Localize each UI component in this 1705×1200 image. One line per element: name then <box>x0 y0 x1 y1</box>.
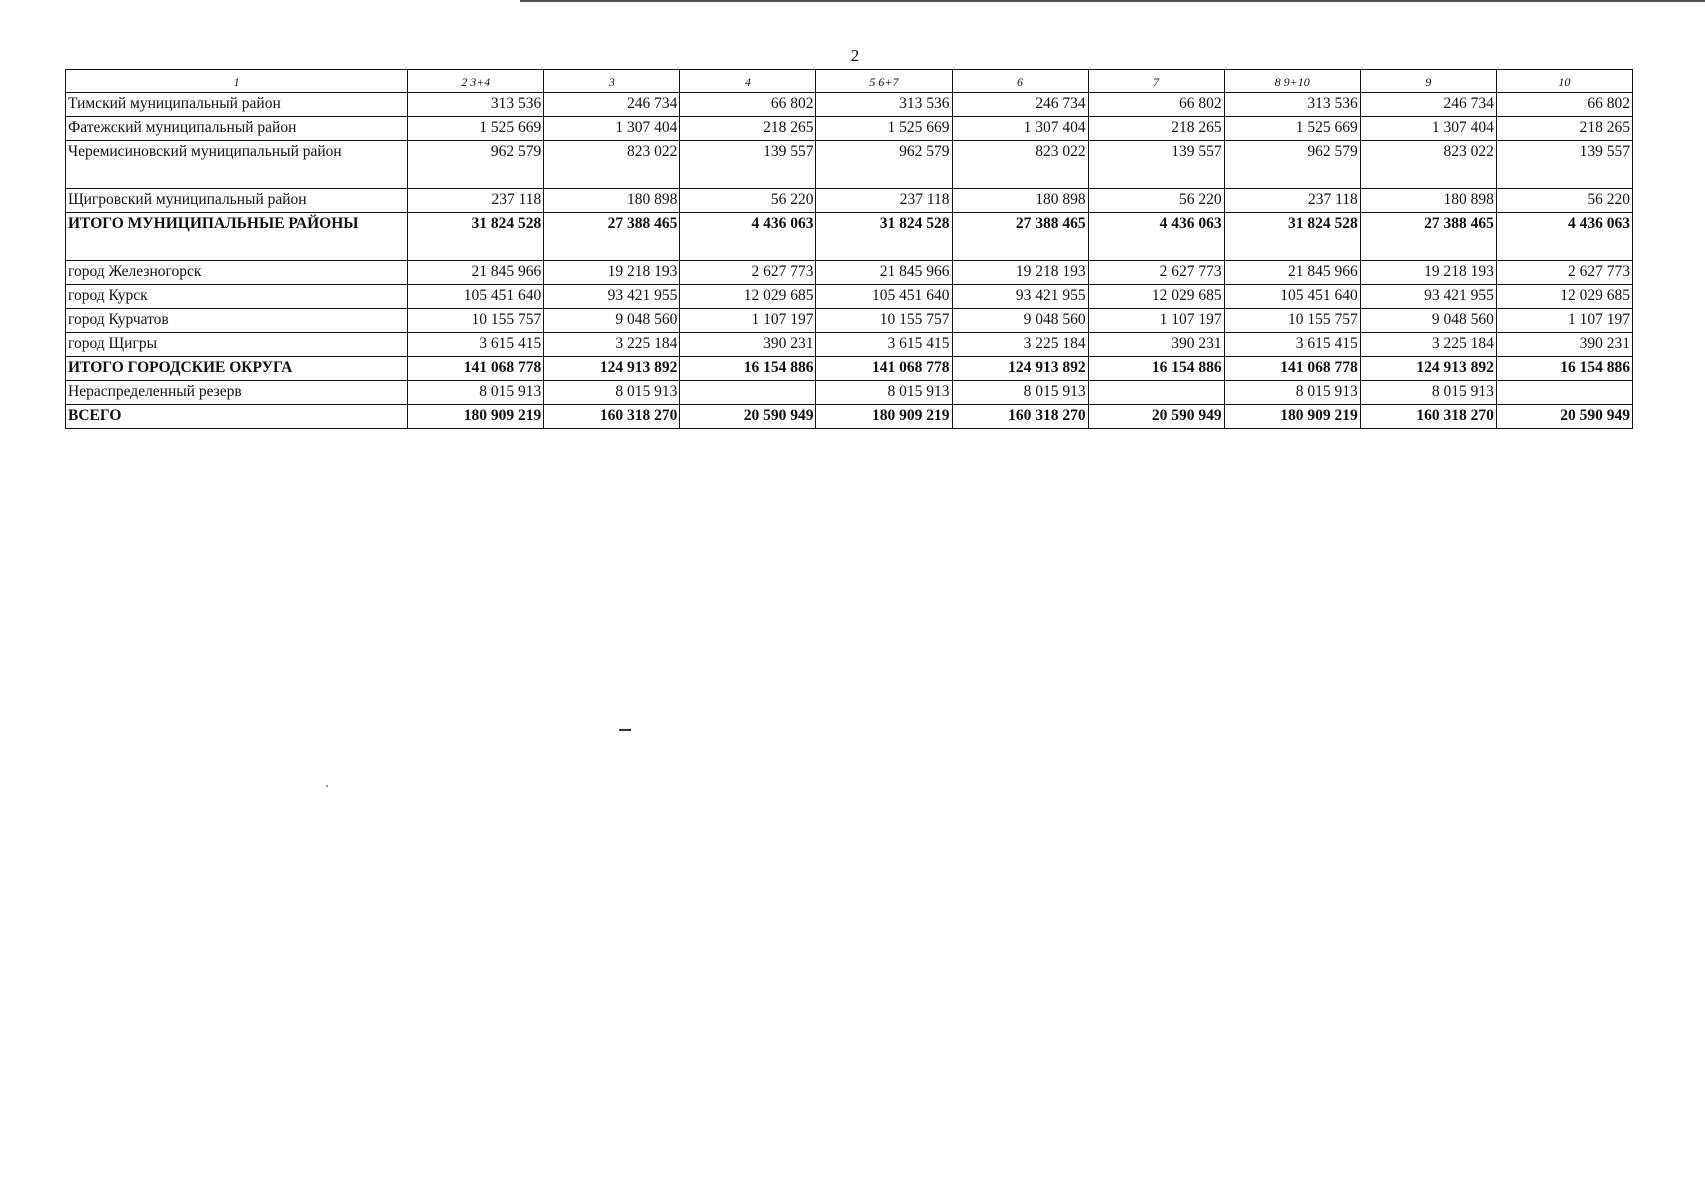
value-cell: 180 909 219 <box>408 405 544 429</box>
value-cell: 139 557 <box>680 141 816 189</box>
value-cell: 10 155 757 <box>1224 309 1360 333</box>
row-label: ИТОГО ГОРОДСКИЕ ОКРУГА <box>66 357 408 381</box>
value-cell: 93 421 955 <box>544 285 680 309</box>
value-cell: 962 579 <box>816 141 952 189</box>
row-label: город Железногорск <box>66 261 408 285</box>
value-cell: 823 022 <box>952 141 1088 189</box>
value-cell: 12 029 685 <box>680 285 816 309</box>
row-label: город Курск <box>66 285 408 309</box>
value-cell: 21 845 966 <box>816 261 952 285</box>
value-cell: 9 048 560 <box>952 309 1088 333</box>
value-cell: 124 913 892 <box>1360 357 1496 381</box>
value-cell: 31 824 528 <box>408 213 544 261</box>
value-cell: 3 615 415 <box>408 333 544 357</box>
column-number-8: 8 9+10 <box>1224 70 1360 93</box>
value-cell: 56 220 <box>680 189 816 213</box>
table-row <box>66 189 1633 213</box>
table-row <box>66 333 1633 357</box>
scan-dot <box>326 785 328 787</box>
value-cell: 141 068 778 <box>408 357 544 381</box>
value-cell: 105 451 640 <box>408 285 544 309</box>
value-cell: 124 913 892 <box>544 357 680 381</box>
value-cell: 56 220 <box>1088 189 1224 213</box>
scan-border-line <box>520 0 1705 2</box>
total-row <box>66 213 1633 261</box>
column-number-5: 5 6+7 <box>816 70 952 93</box>
column-number-row <box>66 70 1633 93</box>
value-cell: 10 155 757 <box>408 309 544 333</box>
value-cell: 56 220 <box>1496 189 1632 213</box>
value-cell: 8 015 913 <box>408 381 544 405</box>
row-label: Черемисиновский муниципальный район <box>66 141 408 189</box>
column-number-1: 1 <box>66 70 408 93</box>
value-cell: 313 536 <box>1224 93 1360 117</box>
value-cell: 16 154 886 <box>680 357 816 381</box>
value-cell: 20 590 949 <box>1496 405 1632 429</box>
value-cell: 21 845 966 <box>408 261 544 285</box>
value-cell: 16 154 886 <box>1088 357 1224 381</box>
value-cell: 27 388 465 <box>544 213 680 261</box>
value-cell: 3 225 184 <box>1360 333 1496 357</box>
column-number-3: 3 <box>544 70 680 93</box>
column-number-9: 9 <box>1360 70 1496 93</box>
row-label: Тимский муниципальный район <box>66 93 408 117</box>
value-cell: 160 318 270 <box>952 405 1088 429</box>
row-label: город Курчатов <box>66 309 408 333</box>
table-row <box>66 141 1633 189</box>
value-cell: 160 318 270 <box>544 405 680 429</box>
value-cell: 10 155 757 <box>816 309 952 333</box>
value-cell: 4 436 063 <box>1088 213 1224 261</box>
value-cell: 246 734 <box>544 93 680 117</box>
budget-distribution-table <box>65 69 1633 429</box>
value-cell: 124 913 892 <box>952 357 1088 381</box>
value-cell: 1 525 669 <box>816 117 952 141</box>
value-cell: 180 898 <box>544 189 680 213</box>
value-cell: 8 015 913 <box>816 381 952 405</box>
column-number-10: 10 <box>1496 70 1632 93</box>
column-number-6: 6 <box>952 70 1088 93</box>
table-row <box>66 117 1633 141</box>
value-cell: 246 734 <box>952 93 1088 117</box>
page-number: 2 <box>850 46 860 65</box>
table-row <box>66 285 1633 309</box>
value-cell: 246 734 <box>1360 93 1496 117</box>
column-number-7: 7 <box>1088 70 1224 93</box>
value-cell: 2 627 773 <box>680 261 816 285</box>
value-cell <box>680 381 816 405</box>
value-cell: 8 015 913 <box>1224 381 1360 405</box>
value-cell: 1 307 404 <box>1360 117 1496 141</box>
value-cell: 313 536 <box>816 93 952 117</box>
value-cell: 962 579 <box>408 141 544 189</box>
table-row <box>66 309 1633 333</box>
value-cell: 19 218 193 <box>1360 261 1496 285</box>
row-label: Фатежский муниципальный район <box>66 117 408 141</box>
table-body <box>66 93 1633 429</box>
value-cell: 139 557 <box>1088 141 1224 189</box>
value-cell: 218 265 <box>1496 117 1632 141</box>
value-cell: 8 015 913 <box>952 381 1088 405</box>
scan-mark <box>619 729 631 731</box>
value-cell: 20 590 949 <box>680 405 816 429</box>
value-cell: 3 615 415 <box>1224 333 1360 357</box>
value-cell: 66 802 <box>680 93 816 117</box>
value-cell: 93 421 955 <box>952 285 1088 309</box>
value-cell: 19 218 193 <box>952 261 1088 285</box>
value-cell: 12 029 685 <box>1496 285 1632 309</box>
value-cell: 1 107 197 <box>680 309 816 333</box>
value-cell: 237 118 <box>1224 189 1360 213</box>
value-cell: 1 307 404 <box>952 117 1088 141</box>
value-cell: 27 388 465 <box>1360 213 1496 261</box>
value-cell: 8 015 913 <box>1360 381 1496 405</box>
value-cell: 2 627 773 <box>1088 261 1224 285</box>
value-cell: 9 048 560 <box>1360 309 1496 333</box>
value-cell <box>1496 381 1632 405</box>
value-cell: 66 802 <box>1496 93 1632 117</box>
value-cell: 390 231 <box>680 333 816 357</box>
value-cell: 1 525 669 <box>408 117 544 141</box>
value-cell: 8 015 913 <box>544 381 680 405</box>
row-label: ВСЕГО <box>66 405 408 429</box>
value-cell: 105 451 640 <box>1224 285 1360 309</box>
value-cell: 27 388 465 <box>952 213 1088 261</box>
row-label: Щигровский муниципальный район <box>66 189 408 213</box>
value-cell: 823 022 <box>1360 141 1496 189</box>
value-cell: 2 627 773 <box>1496 261 1632 285</box>
value-cell: 19 218 193 <box>544 261 680 285</box>
value-cell: 141 068 778 <box>816 357 952 381</box>
value-cell: 180 898 <box>952 189 1088 213</box>
row-label: город Щигры <box>66 333 408 357</box>
value-cell: 237 118 <box>408 189 544 213</box>
value-cell: 237 118 <box>816 189 952 213</box>
value-cell: 16 154 886 <box>1496 357 1632 381</box>
value-cell: 12 029 685 <box>1088 285 1224 309</box>
value-cell: 390 231 <box>1088 333 1224 357</box>
row-label: Нераспределенный резерв <box>66 381 408 405</box>
value-cell <box>1088 381 1224 405</box>
value-cell: 9 048 560 <box>544 309 680 333</box>
value-cell: 31 824 528 <box>816 213 952 261</box>
value-cell: 1 307 404 <box>544 117 680 141</box>
value-cell: 823 022 <box>544 141 680 189</box>
total-row <box>66 405 1633 429</box>
table-row <box>66 381 1633 405</box>
value-cell: 4 436 063 <box>1496 213 1632 261</box>
row-label: ИТОГО МУНИЦИПАЛЬНЫЕ РАЙОНЫ <box>66 213 408 261</box>
value-cell: 1 107 197 <box>1496 309 1632 333</box>
value-cell: 31 824 528 <box>1224 213 1360 261</box>
value-cell: 313 536 <box>408 93 544 117</box>
value-cell: 93 421 955 <box>1360 285 1496 309</box>
column-number-4: 4 <box>680 70 816 93</box>
value-cell: 3 225 184 <box>952 333 1088 357</box>
value-cell: 105 451 640 <box>816 285 952 309</box>
value-cell: 21 845 966 <box>1224 261 1360 285</box>
value-cell: 139 557 <box>1496 141 1632 189</box>
total-row <box>66 357 1633 381</box>
value-cell: 66 802 <box>1088 93 1224 117</box>
value-cell: 3 225 184 <box>544 333 680 357</box>
table-row <box>66 261 1633 285</box>
value-cell: 4 436 063 <box>680 213 816 261</box>
value-cell: 180 909 219 <box>816 405 952 429</box>
value-cell: 218 265 <box>680 117 816 141</box>
value-cell: 20 590 949 <box>1088 405 1224 429</box>
value-cell: 160 318 270 <box>1360 405 1496 429</box>
value-cell: 962 579 <box>1224 141 1360 189</box>
value-cell: 1 525 669 <box>1224 117 1360 141</box>
column-number-2: 2 3+4 <box>408 70 544 93</box>
value-cell: 141 068 778 <box>1224 357 1360 381</box>
table-row <box>66 93 1633 117</box>
value-cell: 218 265 <box>1088 117 1224 141</box>
value-cell: 3 615 415 <box>816 333 952 357</box>
value-cell: 180 898 <box>1360 189 1496 213</box>
value-cell: 390 231 <box>1496 333 1632 357</box>
value-cell: 180 909 219 <box>1224 405 1360 429</box>
value-cell: 1 107 197 <box>1088 309 1224 333</box>
